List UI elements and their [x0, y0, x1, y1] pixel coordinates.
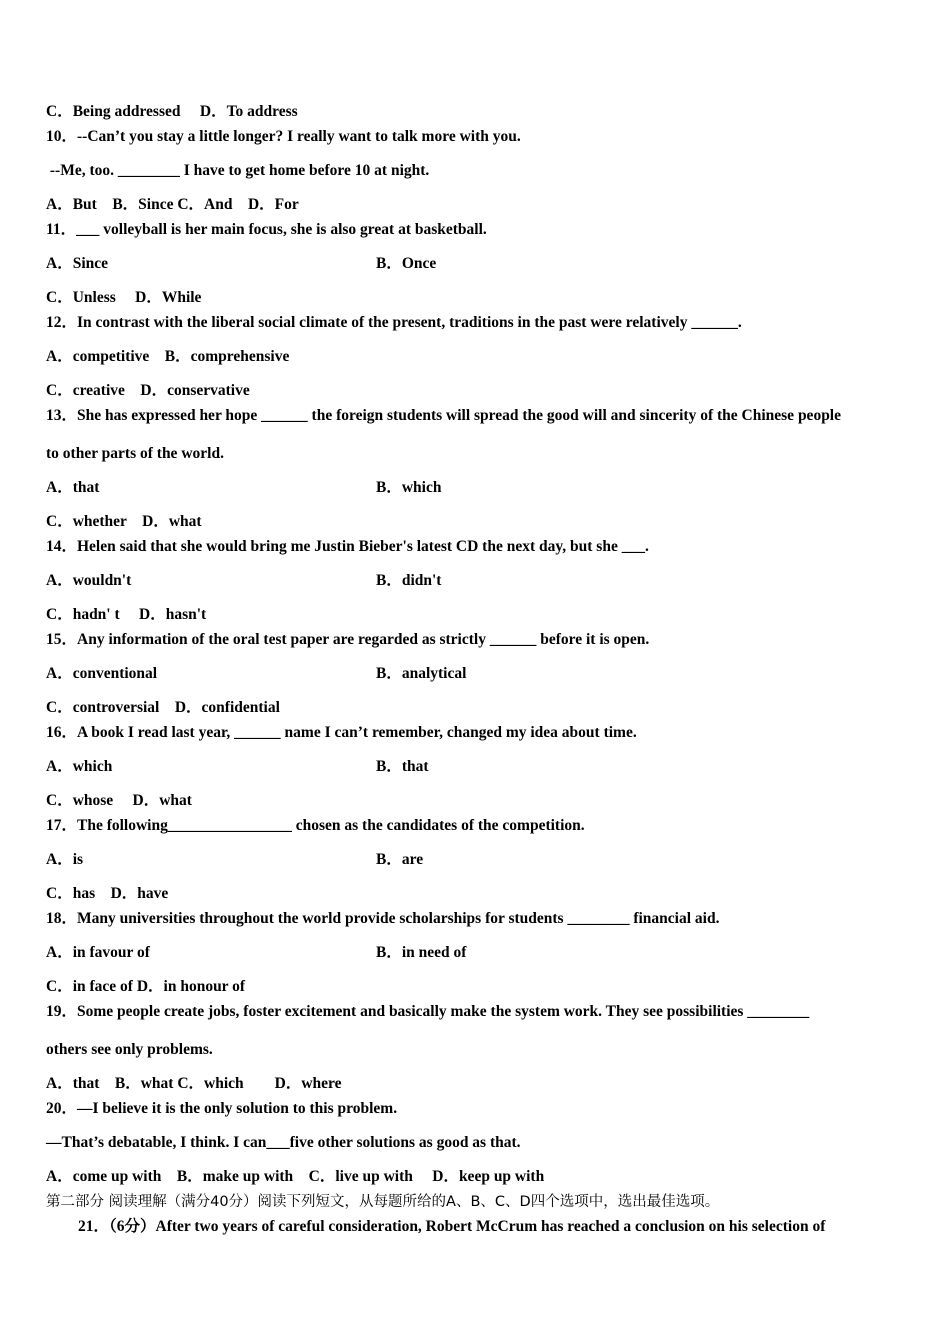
q18-option-b: B．in need of [376, 944, 467, 961]
q12-stem: 12．In contrast with the liberal social climate of the present, traditions in the past were relatively ______. [46, 314, 742, 331]
q16-stem: 16．A book I read last year, ______ name I can’t remember, changed my idea about time. [46, 724, 637, 741]
q16-option-b: B．that [376, 758, 429, 775]
q16-option-a: A．which [46, 758, 113, 775]
q15-options-cd: C．controversial D．confidential [46, 699, 280, 716]
q10-stem-reply: --Me, too. ________ I have to get home before 10 at night. [46, 162, 430, 179]
q18-option-a: A．in favour of [46, 944, 150, 961]
q17-option-b: B．are [376, 851, 424, 868]
q13-option-a: A．that [46, 479, 100, 496]
q12-options-ab: A．competitive B．comprehensive [46, 348, 290, 365]
q13-stem: 13．She has expressed her hope ______ the foreign students will spread the good will and sincerity of the Chinese people [46, 407, 841, 424]
q18-options-cd: C．in face of D．in honour of [46, 978, 246, 995]
q9-options-cd: C．Being addressed D．To address [46, 103, 298, 120]
q14-stem: 14．Helen said that she would bring me Justin Bieber's latest CD the next day, but she ___. [46, 538, 649, 555]
q13-stem-cont: to other parts of the world. [46, 445, 224, 462]
q19-stem-cont: others see only problems. [46, 1041, 213, 1058]
q10-stem: 10．--Can’t you stay a little longer? I really want to talk more with you. [46, 128, 521, 145]
q11-option-a: A．Since [46, 255, 109, 272]
q14-options-ab [46, 571, 442, 591]
q19-options: A．that B．what C．which D．where [46, 1075, 342, 1092]
q16-options-ab [46, 757, 429, 777]
q14-option-a: A．wouldn't [46, 572, 132, 589]
q17-options-ab [46, 850, 424, 870]
q18-options-ab [46, 943, 467, 963]
q19-stem: 19．Some people create jobs, foster excitement and basically make the system work. They see possibilities ________ [46, 1003, 810, 1020]
q11-options-ab [46, 254, 437, 274]
q10-options: A．But B．Since C．And D．For [46, 196, 299, 213]
q13-options-ab [46, 478, 442, 498]
section-two-heading: 第二部分 阅读理解（满分40分）阅读下列短文，从每题所给的A、B、C、D四个选项中，选出最佳选项。 [46, 1194, 720, 1210]
q15-options-ab [46, 664, 467, 684]
q15-option-a: A．conventional [46, 665, 158, 682]
q20-stem-reply: —That’s debatable, I think. I can___five other solutions as good as that. [46, 1134, 521, 1151]
q12-options-cd: C．creative D．conservative [46, 382, 250, 399]
q17-stem: 17．The following________________ chosen as the candidates of the competition. [46, 817, 585, 834]
q21-passage-start: 21．（6分）After two years of careful consideration, Robert McCrum has reached a conclusion on his selection of [78, 1218, 826, 1235]
q11-stem: 11．___ volleyball is her main focus, she is also great at basketball. [46, 221, 487, 238]
q17-option-a: A．is [46, 851, 84, 868]
q16-options-cd: C．whose D．what [46, 792, 192, 809]
q20-stem: 20．—I believe it is the only solution to this problem. [46, 1100, 398, 1117]
q14-options-cd: C．hadn' t D．hasn't [46, 606, 207, 623]
q11-option-b: B．Once [376, 255, 437, 272]
q11-options-cd: C．Unless D．While [46, 289, 202, 306]
q18-stem: 18．Many universities throughout the world provide scholarships for students ________ financial aid. [46, 910, 720, 927]
q13-options-cd: C．whether D．what [46, 513, 202, 530]
q13-option-b: B．which [376, 479, 442, 496]
q15-stem: 15．Any information of the oral test paper are regarded as strictly ______ before it is open. [46, 631, 650, 648]
q14-option-b: B．didn't [376, 572, 442, 589]
q20-options: A．come up with B．make up with C．live up with D．keep up with [46, 1168, 545, 1185]
q17-options-cd: C．has D．have [46, 885, 169, 902]
q15-option-b: B．analytical [376, 665, 467, 682]
